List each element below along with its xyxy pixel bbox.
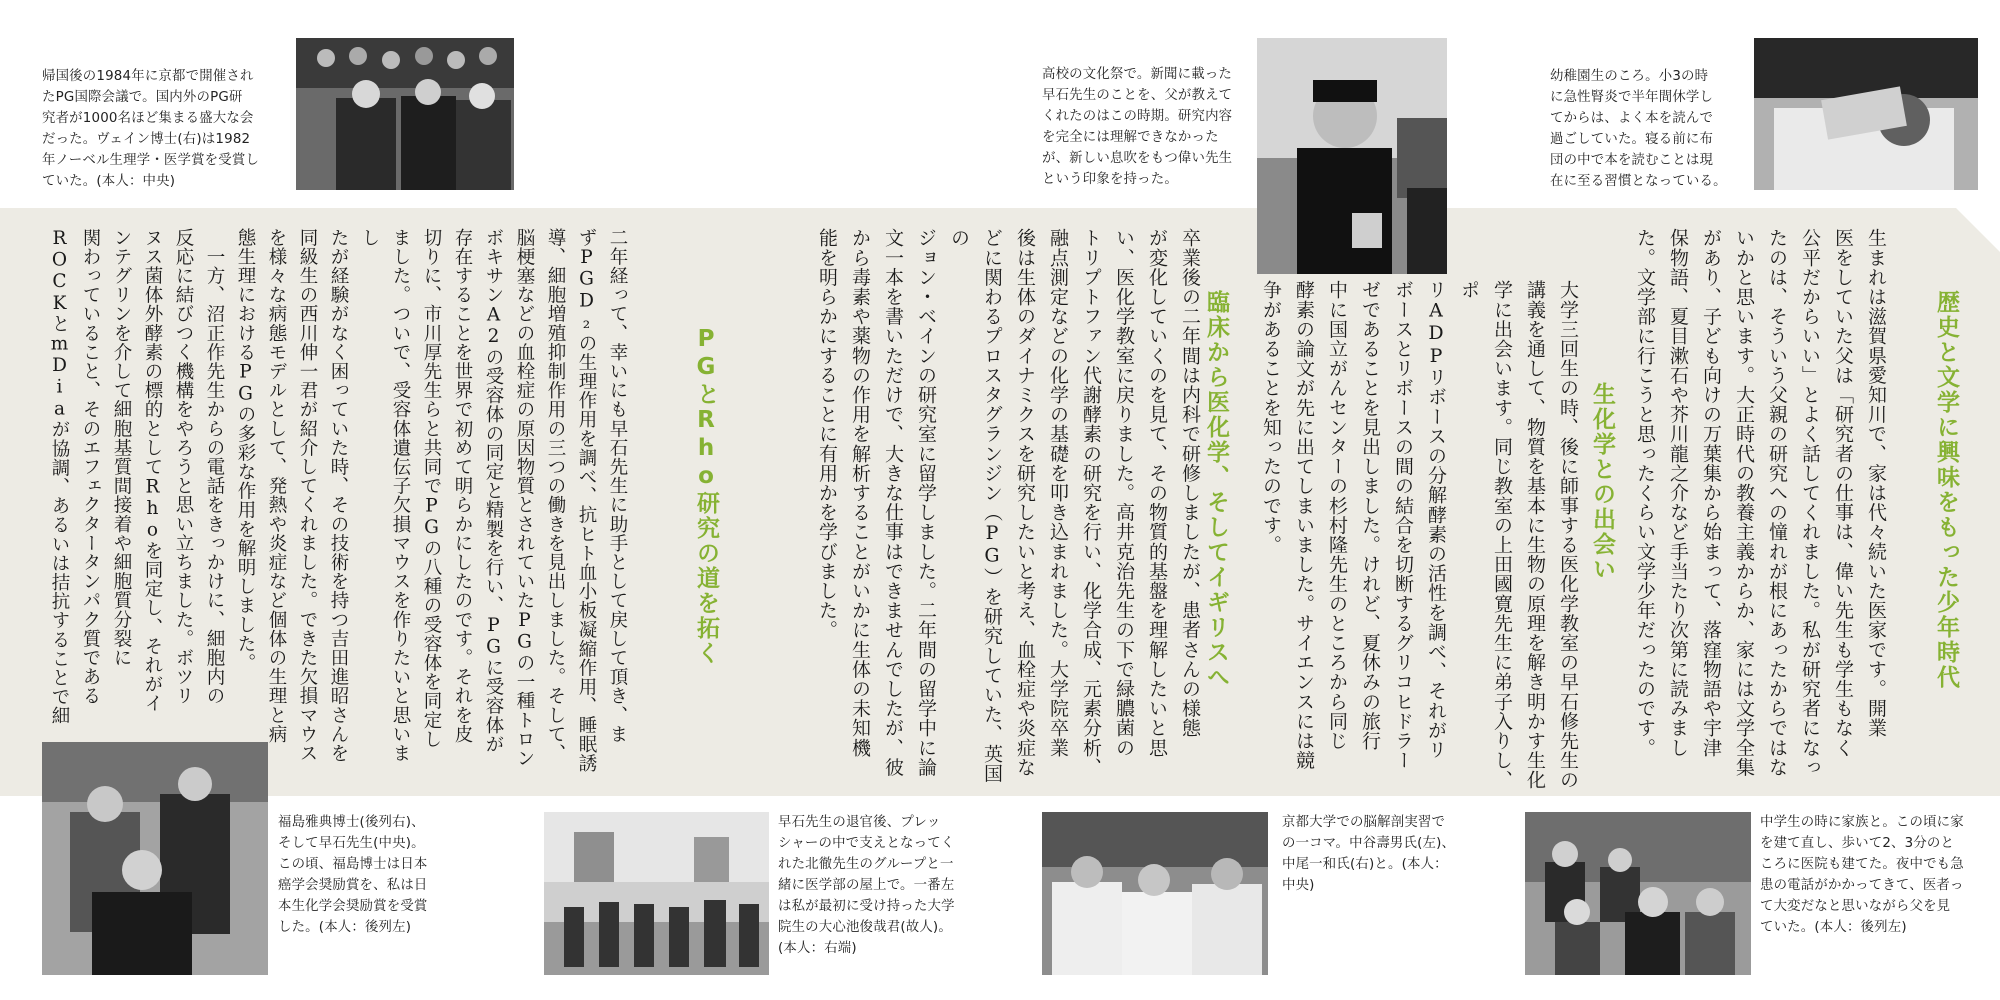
section-pg-rho-body: 二年経って、幸いにも早石先生に助手として戻して頂き、ま ずPGD₂の生理作用を調べ、抗ヒト血小板凝縮作用、睡眠誘 導、細胞増殖抑制作用の三つの働きを見出しました。そして、 脳梗塞などの血栓症の原因物質とされていたPGの一種トロン ボキサンA2の受容体の同定と精製を行い、PGに受容体が 存在することを世界で初めて明らかにしたのです。それを皮 切りに、市川厚先生らと共同でPGの八種の受容体を同定し ました。ついで、受容体遺伝子欠損マウスを作りたいと思いまし たが経験がなく困っていた時、その技術を持つ吉田進昭さんを 同級生の西川伸一君が紹介してくれました。できた欠損マウス を様々な病態モデルとして、発熱や炎症など個体の生理と病 態生理におけるPGの多彩な作用を解明しました。 一方、沼正作先生からの電話をきっかけに、細胞内の 反応に結びつく機構をやろうと思い立ちました。ボツリ ヌス菌体外酵素の標的としてRhoを同定し、それがイ ンテグリンを介して細胞基質間接着や細胞質分裂に 関わっていること、そのエフェクタータンパク質である ROCKとmDiaが協調、あるいは拮抗することで細 bbox=[49, 228, 628, 773]
caption-pg-conference: 帰国後の1984年に京都で開催され たPG国際会議で。国内外のPG研 究者が1000名ほど集まる盛大な会 だった。ヴェイン博士(右)は1982 年ノーベル生理学・医学賞を受賞し ていた。(本人：中央) bbox=[42, 69, 260, 189]
caption-fukushima-hayaishi: 福島雅典博士(後列右)、 そして早石先生(中央)。 この頃、福島博士は日本 癌学会奨励賞を、私は日 本生化学会奨励賞を受賞 した。(本人：後列左) bbox=[278, 815, 428, 935]
photo-anatomy-practice bbox=[1042, 812, 1268, 975]
heading-pg-rho-research: PGとRho研究の道を拓く bbox=[693, 326, 719, 666]
section-clinical-body: 卒業後の二年間は内科で研修しましたが、患者さんの様態 が変化していくのを見て、その物質的基盤を理解したいと思 い、医化学教室に戻りました。高井克治先生の下で緑膿菌の トリプトファン代謝酵素の研究を行い、化学合成、元素分析、 融点測定などの化学の基礎を叩き込まれました。大学院卒業 後は生体のダイナミクスを研究したいと考え、血栓症や炎症な どに関わるプロスタグランジン（PG）を研究していた、英国の ジョン・ベインの研究室に留学しました。二年間の留学中に論 文一本を書いただけで、大きな仕事はできませんでしたが、彼 から毒素や薬物の作用を解析することがいかに生体の未知機 能を明らかにすることに有用かを学びました。 bbox=[816, 228, 1201, 783]
caption-anatomy-practice: 京都大学での脳解剖実習で の一コマ。中谷壽男氏(左)、 中尾一和氏(右)と。(本人： 中央) bbox=[1282, 815, 1456, 893]
photo-kindergarten bbox=[1754, 38, 1978, 190]
photo-family bbox=[1525, 812, 1751, 975]
photo-rooftop-group bbox=[544, 812, 769, 975]
heading-biochemistry-encounter: 生化学との出会い bbox=[1589, 382, 1615, 582]
caption-family: 中学生の時に家族と。この頃に家 を建て直し、歩いて2、3分のと ころに医院も建てた。夜中でも急 患の電話がかかってきて、医者っ て大変だなと思いながら父を見 ていた。(本人：後列左) bbox=[1760, 815, 1964, 935]
caption-rooftop-group: 早石先生の退官後、プレッ シャーの中で支えとなってく れた北徹先生のグループと一 緒に医学部の屋上で。一番左 は私が最初に受け持った大学 院生の大心池俊哉君(故人)。 (本人：右端) bbox=[778, 815, 955, 956]
section-biochemistry-body: 大学三回生の時、後に師事する医化学教室の早石修先生の 講義を通して、物質を基本に生物の原理を解き明かす生化 学に出会います。同じ教室の上田國寛先生に弟子入りし、ポ リADPリボースの分解酵素の活性を調べ、それがリ ボースとリボースの間の結合を切断するグリコヒドラー ゼであることを見出しました。けれど、夏休みの旅行 中に国立がんセンターの杉村隆先生のところから同じ 酵素の論文が先に出てしまいました。サイエンスには競 争があることを知ったのです。 bbox=[1260, 280, 1579, 790]
photo-pg-conference bbox=[296, 38, 514, 190]
caption-kindergarten: 幼稚園生のころ。小3の時 に急性腎炎で半年間休学し てからは、よく本を読んで 過ごしていた。寝る前に布 団の中で本を読むことは現 在に至る習慣となっている。 bbox=[1550, 69, 1727, 189]
caption-school-festival: 高校の文化祭で。新聞に載った 早石先生のことを、父が教えて くれたのはこの時期。研究内容 を完全には理解できなかった が、新しい息吹をもつ偉い先生 という印象を持った。 bbox=[1042, 67, 1233, 187]
section-literature-childhood-body: 生まれは滋賀県愛知川で、家は代々続いた医家です。開業 医をしていた父は「研究者の仕事は、偉い先生も学生もなく 公平だからいい」とよく話してくれました。私が研究者になっ たのは、そういう父親の研究への憧れが根にあったからではな いかと思います。大正時代の教養主義からか、家には文学全集 があり、子ども向けの万葉集から始まって、落窪物語や宇津 保物語、夏目漱石や芥川龍之介など手当たり次第に読みまし た。文学部に行こうと思ったくらい文学少年だったのです。 bbox=[1634, 228, 1887, 777]
photo-school-festival bbox=[1257, 38, 1447, 274]
heading-literature-childhood: 歴史と文学に興味をもった少年時代 bbox=[1933, 290, 1959, 690]
heading-clinical-to-uk: 臨床から医化学、そしてイギリスへ bbox=[1203, 290, 1229, 690]
